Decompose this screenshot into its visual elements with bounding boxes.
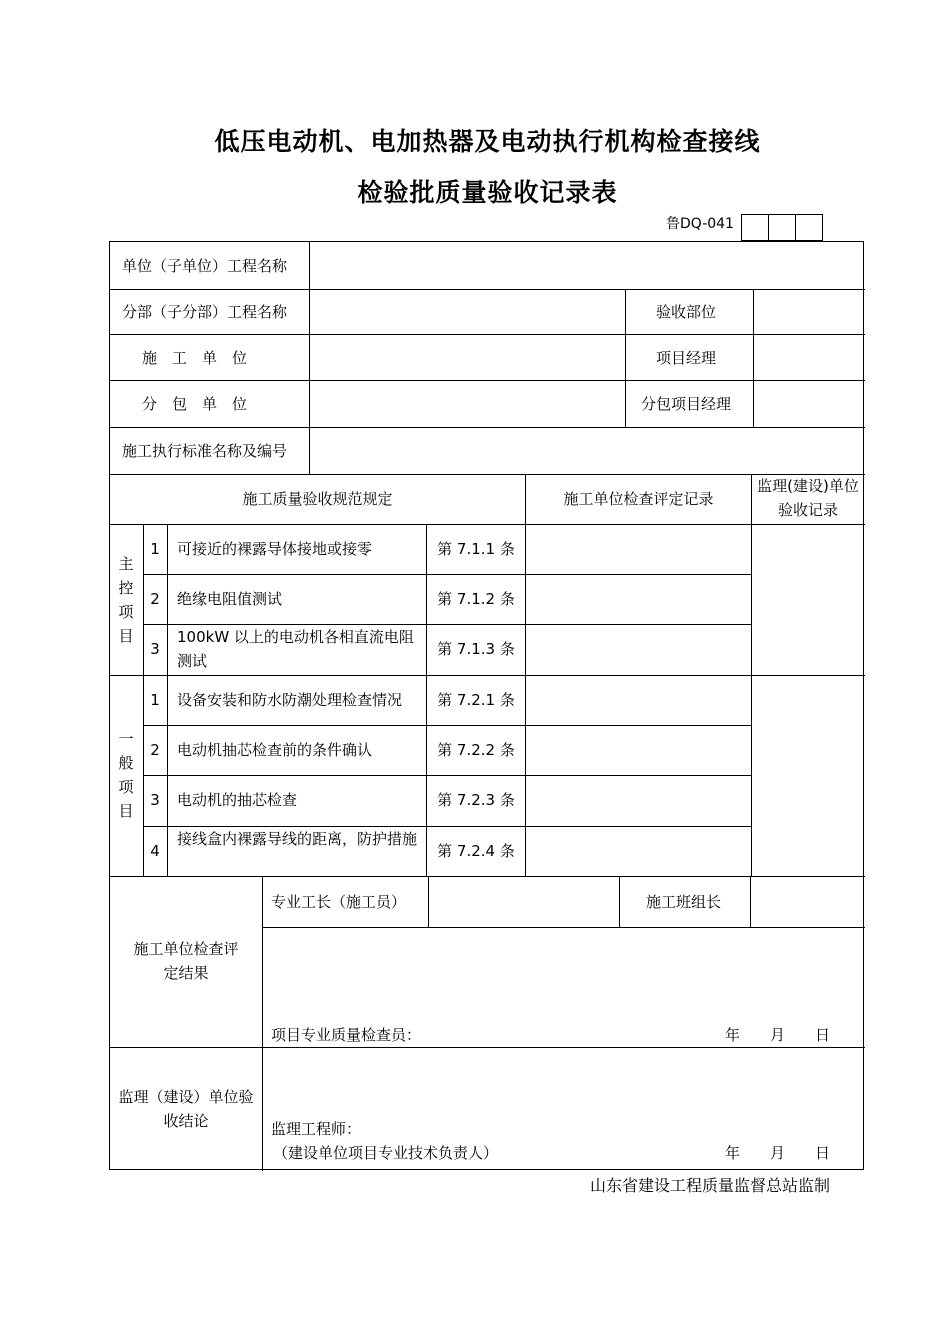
general-item-record-field[interactable]	[526, 676, 750, 725]
general-item-no: 3	[150, 791, 160, 809]
foreman-field[interactable]	[429, 877, 618, 927]
code-box-3[interactable]	[795, 214, 823, 241]
general-item-text: 设备安装和防水防潮处理检查情况	[177, 691, 403, 709]
general-items-label: 一般项目	[118, 730, 134, 820]
engineer-label: 监理工程师：	[271, 1120, 362, 1138]
general-item-clause: 第 7.2.3 条	[437, 791, 515, 809]
main-item-no: 3	[150, 640, 160, 658]
acceptance-part-field[interactable]	[754, 290, 864, 334]
general-items-supervisor-field[interactable]	[752, 676, 864, 876]
spec-column-header: 施工质量验收规范规定	[242, 490, 393, 508]
main-item-record-field[interactable]	[526, 625, 750, 674]
subcontractor-label: 分 包 单 位	[142, 395, 248, 413]
main-item-clause: 第 7.1.3 条	[437, 640, 515, 658]
general-item-text: 电动机抽芯检查前的条件确认	[177, 741, 373, 759]
constructor-date: 年 月 日	[725, 1026, 831, 1044]
constructor-result-label: 施工单位检查评定结果	[133, 940, 239, 982]
form-code: 鲁DQ-041	[666, 216, 734, 232]
main-item-text: 可接近的裸露导体接地或接零	[177, 540, 373, 558]
project-name-label: 单位（子单位）工程名称	[122, 257, 288, 275]
inspection-form	[109, 241, 864, 1170]
code-box-2[interactable]	[768, 214, 796, 241]
general-item-clause: 第 7.2.4 条	[437, 842, 515, 860]
code-box-1[interactable]	[741, 214, 769, 241]
acceptance-part-label: 验收部位	[656, 303, 717, 321]
constructor-result-field[interactable]	[263, 928, 864, 1018]
code-boxes	[742, 214, 823, 241]
document-title-line2: 检验批质量验收记录表	[357, 178, 618, 207]
owner-label: （建设单位项目专业技术负责人）	[273, 1144, 499, 1162]
general-item-record-field[interactable]	[526, 726, 750, 775]
inspector-label: 项目专业质量检查员：	[271, 1026, 422, 1044]
general-item-record-field[interactable]	[526, 776, 750, 826]
general-item-clause: 第 7.2.2 条	[437, 741, 515, 759]
general-item-text: 电动机的抽芯检查	[177, 791, 298, 809]
project-name-field[interactable]	[310, 242, 863, 288]
supervisor-date: 年 月 日	[725, 1144, 831, 1162]
general-item-no: 2	[150, 741, 160, 759]
subcontractor-field[interactable]	[310, 381, 624, 427]
general-item-text: 接线盒内裸露导线的距离，防护措施	[177, 830, 418, 848]
sub-pm-label: 分包项目经理	[641, 395, 732, 413]
general-item-record-field[interactable]	[526, 827, 750, 876]
main-items-supervisor-field[interactable]	[752, 525, 864, 675]
supervisor-record-header: 监理(建设)单位验收记录	[757, 477, 859, 519]
document-title-line1: 低压电动机、电加热器及电动执行机构检查接线	[214, 127, 761, 156]
supervisor-result-label: 监理（建设）单位验收结论	[118, 1088, 254, 1130]
subproject-label: 分部（子分部）工程名称	[122, 303, 288, 321]
project-manager-field[interactable]	[754, 335, 864, 380]
team-leader-field[interactable]	[751, 877, 864, 927]
project-manager-label: 项目经理	[656, 349, 717, 367]
main-item-text: 100kW 以上的电动机各相直流电阻测试	[177, 628, 414, 670]
main-items-label: 主控项目	[118, 555, 134, 645]
main-item-no: 2	[150, 590, 160, 608]
team-leader-label: 施工班组长	[646, 893, 722, 911]
main-item-clause: 第 7.1.1 条	[437, 540, 515, 558]
main-item-text: 绝缘电阻值测试	[177, 590, 283, 608]
subproject-field[interactable]	[310, 290, 624, 334]
foreman-label: 专业工长（施工员）	[271, 893, 407, 911]
supervisor-result-field[interactable]	[263, 1048, 864, 1113]
general-item-no: 1	[150, 691, 160, 709]
standard-field[interactable]	[310, 428, 863, 474]
general-item-no: 4	[150, 842, 160, 860]
standard-label: 施工执行标准名称及编号	[122, 442, 288, 460]
main-item-clause: 第 7.1.2 条	[437, 590, 515, 608]
sub-pm-field[interactable]	[754, 381, 864, 427]
constructor-label: 施 工 单 位	[142, 349, 248, 367]
general-item-clause: 第 7.2.1 条	[437, 691, 515, 709]
main-item-record-field[interactable]	[526, 575, 750, 624]
main-item-no: 1	[150, 540, 160, 558]
constructor-field[interactable]	[310, 335, 624, 380]
document-footer: 山东省建设工程质量监督总站监制	[590, 1176, 831, 1195]
constructor-record-header: 施工单位检查评定记录	[563, 490, 714, 508]
main-item-record-field[interactable]	[526, 525, 750, 574]
